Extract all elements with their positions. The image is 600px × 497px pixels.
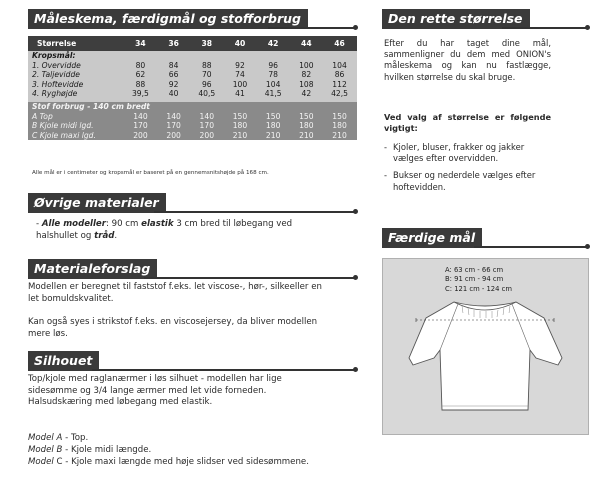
cell: 200 [189, 131, 224, 141]
finished-measurements [445, 266, 512, 294]
list-item: - Kjoler, bluser, frakker og jakker vælges efter overvidden. [384, 142, 552, 164]
size-header-cell: 36 [158, 36, 189, 51]
oevrige-text-1: : 90 cm [106, 219, 142, 229]
cell: 96 [189, 80, 224, 90]
cell: 100 [291, 61, 322, 71]
table-row [28, 102, 357, 112]
row-label: B Kjole midi lgd. [28, 121, 123, 131]
header-rule [502, 27, 589, 29]
row-label: A Top [28, 112, 123, 122]
model-b-text: - Kjole midi længde. [62, 445, 152, 455]
header-rule [474, 246, 589, 248]
header-rule [154, 211, 357, 213]
cell: 140 [123, 112, 158, 122]
oevrige-text [36, 219, 336, 242]
cell: 80 [123, 61, 158, 71]
model-b-name: Model B [28, 445, 63, 455]
section-title-oevrige: Øvrige materialer [28, 193, 166, 213]
cell: 210 [224, 131, 255, 141]
table-row [28, 121, 357, 131]
table-row [28, 131, 357, 141]
model-c-name: Model [28, 457, 54, 467]
measurement-c: C: 121 cm - 124 cm [445, 284, 512, 293]
cell: 150 [322, 112, 357, 122]
fabric-label: Stof forbrug - 140 cm bredt [28, 102, 357, 112]
cell: 210 [322, 131, 357, 141]
model-a-text: - Top. [62, 433, 89, 443]
cell: 104 [322, 61, 357, 71]
row-label: 4. Ryghøjde [28, 89, 123, 99]
header-rule-dot [353, 275, 358, 280]
row-label: 2. Taljevidde [28, 70, 123, 80]
cell: 40 [158, 89, 189, 99]
cell: 96 [256, 61, 291, 71]
cell: 170 [123, 121, 158, 131]
cell: 100 [224, 80, 255, 90]
cell: 140 [189, 112, 224, 122]
measurement-a: A: 63 cm - 66 cm [445, 266, 504, 274]
row-label: 1. Overvidde [28, 61, 123, 71]
section-title-rette: Den rette størrelse [382, 9, 530, 29]
oevrige-elastik: elastik [141, 219, 174, 229]
cell: 108 [291, 80, 322, 90]
rette-intro: Efter du har taget dine mål, sammenligner du dem med ONION's måleskema og kan nu fastlægge, hvilken størrelse du skal bruge. [384, 38, 551, 82]
cell: 62 [123, 70, 158, 80]
cell: 41,5 [256, 89, 291, 99]
cell: 66 [158, 70, 189, 80]
header-rule [144, 277, 357, 279]
header-rule-dot [353, 367, 358, 372]
cell: 150 [291, 112, 322, 122]
materialeforslag-text-1: Modellen er beregnet til faststof f.eks. let viscose-, hør-, silkeeller en let bomuldskvalitet. [28, 282, 322, 304]
size-table-header [28, 36, 357, 51]
section-header-maaleskema [28, 9, 357, 29]
section-title-faerdige: Færdige mål [382, 228, 482, 248]
cell: 88 [123, 80, 158, 90]
header-rule [268, 27, 357, 29]
model-a-name: Model A [28, 433, 63, 443]
cell: 180 [291, 121, 322, 131]
cell: 200 [158, 131, 189, 141]
cell: 210 [256, 131, 291, 141]
table-row [28, 70, 357, 80]
cell: 104 [256, 80, 291, 90]
size-header-cell: 34 [123, 36, 158, 51]
cell: 92 [158, 80, 189, 90]
table-row [28, 80, 357, 90]
oevrige-text-3: . [114, 230, 118, 241]
cell: 88 [189, 61, 224, 71]
size-table [28, 36, 357, 140]
row-label: 3. Hoftevidde [28, 80, 123, 90]
cell: 92 [224, 61, 255, 71]
list-item: - Bukser og nederdele vælges efter hoftevidden. [384, 170, 552, 192]
section-header-oevrige [28, 193, 357, 213]
model-a-line [28, 433, 328, 445]
section-header-faerdige [382, 228, 589, 248]
row-label: C Kjole maxi lgd. [28, 131, 123, 141]
materialeforslag-text-2: Kan også syes i strikstof f.eks. en viscosejersey, da bliver modellen mere løs. [28, 317, 318, 339]
model-c-text: - Kjole maxi længde med høje slidser ved sidesømmene. [62, 457, 309, 467]
oevrige-label: Alle modeller [41, 219, 107, 229]
cell: 112 [322, 80, 357, 90]
cell: 180 [224, 121, 255, 131]
header-rule-dot [585, 244, 590, 249]
model-b-line [28, 445, 328, 457]
cell: 170 [189, 121, 224, 131]
cell: 150 [224, 112, 255, 122]
section-header-silhouet [28, 351, 357, 371]
cell: 39,5 [123, 89, 158, 99]
header-rule [92, 369, 357, 371]
cell: 200 [123, 131, 158, 141]
size-header-cell: 40 [224, 36, 255, 51]
cell: 170 [158, 121, 189, 131]
cell: 78 [256, 70, 291, 80]
cell: 82 [291, 70, 322, 80]
measurement-b: B: 91 cm - 94 cm [445, 275, 504, 284]
table-row [28, 89, 357, 99]
oevrige-traad: tråd [94, 230, 115, 241]
cell: 41 [224, 89, 255, 99]
section-title-materialeforslag: Materialeforslag [28, 259, 157, 279]
section-title-silhouet: Silhouet [28, 351, 99, 371]
table-row [28, 51, 357, 61]
header-rule-dot [585, 25, 590, 30]
cell: 74 [224, 70, 255, 80]
cell: 70 [189, 70, 224, 80]
size-header-cell: 44 [291, 36, 322, 51]
size-header-cell: 46 [322, 36, 357, 51]
cell: 150 [256, 112, 291, 122]
header-rule-dot [353, 25, 358, 30]
oevrige-text-2: 3 cm bred til løbegang ved halshullet og [36, 219, 293, 241]
size-header-cell: 42 [256, 36, 291, 51]
rette-emphasis: Ved valg af størrelse er følgende vigtigt: [384, 112, 551, 134]
cell: 84 [158, 61, 189, 71]
header-rule-dot [353, 209, 358, 214]
section-title-maaleskema: Måleskema, færdigmål og stofforbrug [28, 9, 308, 29]
silhouet-text: Top/kjole med raglanærmer i løs silhuet - modellen har lige sidesømme og 3/4 lange ærmer med let vide forneden. Halsudskæring med løbegang med elastik. [28, 374, 282, 408]
table-row [28, 61, 357, 71]
model-c-letter: C [53, 457, 63, 467]
size-header-label: Størrelse [28, 36, 123, 51]
cell: 140 [158, 112, 189, 122]
model-c-line [28, 457, 323, 469]
cell: 180 [256, 121, 291, 131]
cell: 42 [291, 89, 322, 99]
rette-bullets [384, 142, 552, 199]
table-note: Alle mål er i centimeter og kropsmål er baseret på en gennemsnitshøjde på 168 cm. [32, 170, 269, 176]
cell: 180 [322, 121, 357, 131]
cell: 42,5 [322, 89, 357, 99]
oevrige-prefix: - [36, 219, 42, 229]
cell: 210 [291, 131, 322, 141]
garment-outline [409, 302, 562, 410]
section-header-materialeforslag [28, 259, 357, 279]
kropsmaal-label: Kropsmål: [28, 51, 357, 61]
section-header-rette [382, 9, 589, 29]
cell: 40,5 [189, 89, 224, 99]
table-row [28, 112, 357, 122]
cell: 86 [322, 70, 357, 80]
size-header-cell: 38 [189, 36, 224, 51]
